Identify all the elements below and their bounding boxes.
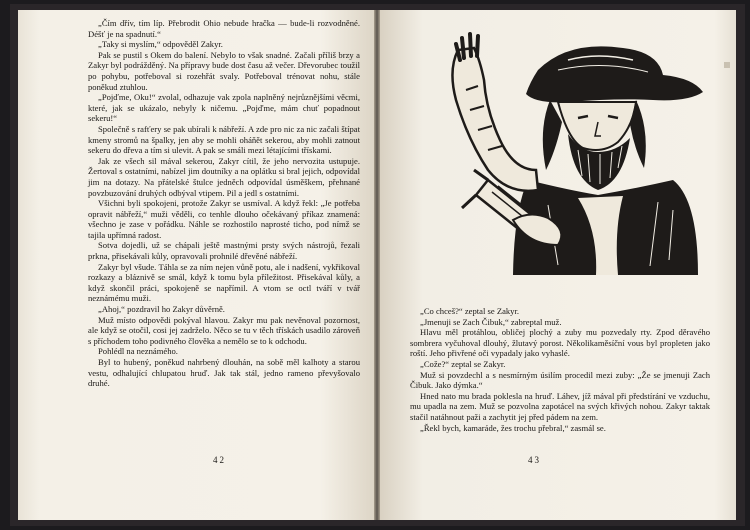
paragraph: „Co chceš?“ zeptal se Zakyr. bbox=[420, 306, 520, 316]
page-number-right: 43 bbox=[528, 455, 541, 465]
paragraph: Všichni byli spokojeni, protože Zakyr se usmíval. A když řekl: „Je potřeba opravit nábřeží,“ muži věděli, co tenhle dlouho očekávaný příkaz znamená: všechno je zase v pořádku. Náhle se rozhostilo naprosté ticho, pod nímž se tajila upřímná radost. bbox=[88, 198, 360, 240]
woodcut-illustration bbox=[418, 30, 708, 275]
page-number-left: 42 bbox=[213, 455, 226, 465]
right-page-text bbox=[410, 306, 710, 433]
open-book bbox=[10, 4, 745, 526]
paragraph: „Jmenuji se Zach Čibuk,“ zabreptal muž. bbox=[420, 316, 562, 327]
paragraph: Byl to hubený, poněkud nahrbený dlouhán, na sobě měl kalhoty a starou vestu, odhalující chlupatou hruď. Jak tak stál, jedno rameno převyšovalo druhé. bbox=[88, 357, 360, 389]
paragraph: „Cože?“ zeptal se Zakyr. bbox=[420, 358, 506, 369]
right-page bbox=[380, 10, 736, 520]
paragraph: „Ahoj,“ pozdravil ho Zakyr důvěrně. bbox=[98, 304, 225, 315]
paragraph: Zakyr byl všude. Táhla se za ním nejen vůně potu, ale i nadšení, vykřikoval rozkazy a bláznivě se smál, když k tomu byla příležitost. Přisekával kůly, a když skončil práci, spokojeně se napřímil. A vtom se octl tváří v tvář neznámému muži. bbox=[88, 261, 360, 304]
paragraph: Hlavu měl protáhlou, obličej plochý a zuby mu pozvedaly rty. Zpod děravého sombrera vyčuhoval dlouhý, žlutavý porost. Několikaměsíční vous byl propleten jako roští. Jeho přivřené oči vypadaly jako vyhaslé. bbox=[410, 327, 710, 359]
paragraph: Sotva dojedli, už se chápali ještě mastnými prsty svých nástrojů, řezali prkna, přisekávali kůly, opravovali prohnilé dřevěné nábřeží. bbox=[88, 240, 360, 262]
paragraph: Jak ze všech sil mával sekerou, Zakyr cítil, že jeho nervozita ustupuje. Žertoval s ostatními, nabízel jim doutníky a na oplátku si bral jejich, odpovídal jim na dotazy. Na přátelské štulce jedněch odpovídal úsměškem, přehnané povzbuzování druhých odbýval vtipem. Pil a jedl s ostatními. bbox=[88, 155, 360, 198]
left-page bbox=[18, 10, 374, 520]
left-page-text bbox=[88, 18, 360, 389]
paragraph: Pohlédl na neznámého. bbox=[98, 346, 178, 357]
paragraph: „Pojďme, Oku!“ zvolal, odhazuje vak zpola naplněný nejrůznějšími věcmi, které, jak se ukázalo, nebyly k ničemu. „Pojďme, mám chuť popadnout sekeru!“ bbox=[88, 92, 360, 124]
paragraph: Pak se pustil s Okem do balení. Nebylo to však snadné. Začali příliš brzy a Zakyr byl podrážděný. Na přípravy bude dost času až večer. Dřevorubec toužil po pohybu, potřeboval si rozehřát svaly. Potřeboval trénovat nohu, stále poněkud ztuhlou. bbox=[88, 49, 360, 92]
paragraph: Muž místo odpovědi pokýval hlavou. Zakyr mu pak nevěnoval pozornost, ale když se otočil, cosi jej zadrželo. Něco se tu v těch třískách usadilo zároveň s příchodem toho podivného člověka a nemělo se to k odchodu. bbox=[88, 314, 360, 346]
paragraph: Hned nato mu brada poklesla na hruď. Láhev, jíž mával při předstírání ve vzduchu, mu upadla na zem. Muž se pozvolna zapotácel na svých křivých nohou. Zakyr taktak stačil natáhnout paži a zachytit jej před pádem na zem. bbox=[410, 390, 710, 422]
paragraph: „Čím dřív, tím líp. Přebrodit Ohio nebude hračka — bude-li rozvodněné. Déšť je na spadnutí.“ bbox=[88, 18, 360, 39]
paragraph: Muž si povzdechl a s nesmírným úsilím procedil mezi zuby: „Že se jmenuji Zach Čibuk. Jako dýmka.“ bbox=[410, 369, 710, 391]
paragraph: „Řekl bych, kamaráde, žes trochu přebral,“ zasmál se. bbox=[420, 422, 606, 433]
page-edge-mark bbox=[724, 62, 730, 68]
paragraph: Společně s rafťery se pak ubírali k nábřeží. A zde pro nic za nic začali štípat kmeny stromů na špalky, jen aby se mohli oháňět sekerou, aby mohli zatnout sekeru do dřeva a tím si ulevit. A pak se smáli mezi létajícími třískami. bbox=[88, 123, 360, 156]
paragraph: „Taky si myslím,“ odpověděl Zakyr. bbox=[98, 39, 223, 50]
